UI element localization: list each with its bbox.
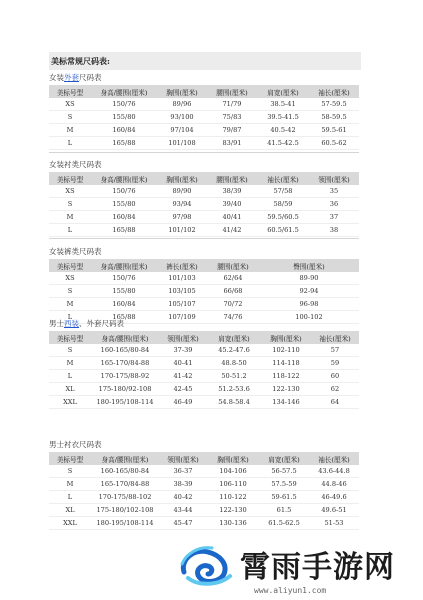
table-cell: 74/76 [207,311,259,324]
table-cell: S [49,465,91,478]
table-cell: 38/39 [207,185,257,198]
table-cell: 122-130 [261,383,311,396]
table-cell: 59.5/60.5 [257,211,309,224]
table-cell: 36-37 [159,465,207,478]
table-row [49,111,359,124]
column-header: 腰围(厘米) [207,172,257,185]
table-cell: 54.8-58.4 [207,396,261,409]
divider [49,238,359,239]
table-cell: 59.5-61 [309,124,359,137]
table-cell: 160-165/80-84 [91,465,159,478]
table-header-row [49,259,359,272]
table-cell: 79/87 [207,124,257,137]
table-cell: 57-59.5 [309,98,359,111]
table-cell: 49.6-51 [309,504,359,517]
table-cell: 38.5-41 [257,98,309,111]
table-row [49,285,359,298]
column-header: 身高/腰围(厘米) [91,259,157,272]
table-cell: 100-102 [259,311,359,324]
table-cell: 89-90 [259,272,359,285]
table-cell: 103/105 [157,285,207,298]
table-cell: 165/88 [91,224,157,237]
table-cell: 35 [309,185,359,198]
table-cell: 62 [311,383,359,396]
table-cell: 160-165/80-84 [91,344,159,357]
column-header: 袖长(厘米) [309,85,359,98]
table-cell: 51.2-53.6 [207,383,261,396]
column-header: 身高/腰围(厘米) [91,452,159,465]
table-cell: 60.5/61.5 [257,224,309,237]
table-cell: 97/104 [157,124,207,137]
table-cell: 114-118 [261,357,311,370]
table-cell: 134-146 [261,396,311,409]
table-cell: 59-61.5 [259,491,309,504]
table-cell: 50-51.2 [207,370,261,383]
table-cell: 56-57.5 [259,465,309,478]
table-cell: 46-49 [159,396,207,409]
table-cell: 150/76 [91,272,157,285]
column-header: 美标号型 [49,331,91,344]
table-row [49,124,359,137]
section-title-text: 女装衬类尺码表 [49,160,102,169]
table-cell: 59 [311,357,359,370]
column-header: 身高/腰围(厘米) [91,172,157,185]
table-cell: M [49,124,91,137]
column-header: 袖长(厘米) [309,452,359,465]
table-row [49,491,359,504]
table-cell: 43-44 [159,504,207,517]
table-cell: 170-175/88-92 [91,370,159,383]
watermark-url: www.aliyun1.com [254,586,327,595]
table-cell: 70/72 [207,298,259,311]
section-title-women-outerwear [49,72,102,83]
table-cell: 97/98 [157,211,207,224]
table-cell: 45-47 [159,517,207,530]
table-row [49,298,359,311]
table-header-row [49,85,359,98]
table-row [49,272,359,285]
table-cell: 41-42 [159,370,207,383]
column-header: 肩宽(厘米) [207,331,261,344]
column-header: 肩宽(厘米) [259,452,309,465]
table-cell: L [49,224,91,237]
table-row [49,224,359,237]
table-cell: M [49,211,91,224]
column-header: 肩宽(厘米) [257,85,309,98]
column-header: 美标号型 [49,85,91,98]
table-cell: 71/79 [207,98,257,111]
table-cell: 43.6-44.8 [309,465,359,478]
table-cell: 75/83 [207,111,257,124]
column-header: 胸围(厘米) [261,331,311,344]
column-header: 领围(厘米) [159,452,207,465]
column-header: 腰围(厘米) [207,259,259,272]
table-row [49,211,359,224]
table-header-row [49,172,359,185]
column-header: 臀围(厘米) [259,259,359,272]
table-women-outerwear [49,85,359,150]
column-header: 袖长(厘米) [257,172,309,185]
column-header: 胸围(厘米) [157,172,207,185]
table-row [49,185,359,198]
section-title-link-outerwear[interactable]: 外套 [64,73,79,82]
table-row [49,465,359,478]
table-cell: 96-98 [259,298,359,311]
table-cell: 37-39 [159,344,207,357]
table-cell: 170-175/88-102 [91,491,159,504]
watermark-text: 霄雨手游网 [240,550,395,585]
table-row [49,383,359,396]
table-cell: 40-42 [159,491,207,504]
table-cell: XXL [49,517,91,530]
table-cell: 110-122 [207,491,259,504]
table-cell: 104-106 [207,465,259,478]
table-cell: 57/58 [257,185,309,198]
table-cell: 60.5-62 [309,137,359,150]
main-title: 美标常规尺码表: [49,52,361,70]
table-cell: 175-180/92-108 [91,383,159,396]
table-cell: 155/80 [91,198,157,211]
table-cell: S [49,111,91,124]
section-title-text: 男士 [49,319,64,328]
table-cell: 44.8-46 [309,478,359,491]
table-cell: 40-41 [159,357,207,370]
table-cell: S [49,344,91,357]
column-header: 裤长(厘米) [157,259,207,272]
table-cell: 92-94 [259,285,359,298]
table-cell: 175-180/102-108 [91,504,159,517]
section-title-women-pants [49,246,102,257]
column-header: 身高/腰围(厘米) [91,331,159,344]
table-cell: XXL [49,396,91,409]
table-cell: 150/76 [91,98,157,111]
table-cell: 58/59 [257,198,309,211]
section-title-men-shirts [49,439,102,450]
column-header: 身高/腰围(厘米) [91,85,157,98]
column-header: 胸围(厘米) [207,452,259,465]
table-row [49,504,359,517]
table-cell: 155/80 [91,285,157,298]
table-cell: 38-39 [159,478,207,491]
table-row [49,344,359,357]
table-cell: XS [49,98,91,111]
table-cell: 130-136 [207,517,259,530]
table-cell: 58-59.5 [309,111,359,124]
table-cell: XL [49,504,91,517]
section-title-text: 尺码表 [79,73,102,82]
table-cell: 165/88 [91,137,157,150]
table-cell: 61.5-62.5 [259,517,309,530]
table-cell: L [49,370,91,383]
table-cell: 160/84 [91,124,157,137]
table-cell: 39/40 [207,198,257,211]
table-cell: 41.5-42.5 [257,137,309,150]
table-cell: 46-49.6 [309,491,359,504]
table-row [49,478,359,491]
table-cell: 48.8-50 [207,357,261,370]
table-cell: M [49,357,91,370]
table-cell: 42-45 [159,383,207,396]
watermark [178,538,423,600]
section-title-text: 女装 [49,73,64,82]
section-title-link-suits[interactable]: 西装 [64,319,79,328]
table-cell: S [49,285,91,298]
column-header: 腰围(厘米) [207,85,257,98]
table-cell: 93/94 [157,198,207,211]
table-cell: 40.5-42 [257,124,309,137]
table-cell: 62/64 [207,272,259,285]
table-row [49,98,359,111]
section-title-women-shirts [49,159,102,170]
table-cell: L [49,137,91,150]
table-cell: 106-110 [207,478,259,491]
table-cell: 122-130 [207,504,259,517]
table-women-shirts [49,172,359,237]
table-cell: 38 [309,224,359,237]
table-cell: 160/84 [91,298,157,311]
table-header-row [49,331,359,344]
cloud-swirl-icon [178,542,236,588]
table-cell: XS [49,185,91,198]
table-cell: 101/103 [157,272,207,285]
table-cell: 51-53 [309,517,359,530]
table-cell: 39.5-41.5 [257,111,309,124]
table-cell: L [49,491,91,504]
table-men-suits [49,331,359,409]
table-row [49,370,359,383]
table-cell: 155/80 [91,111,157,124]
column-header: 袖长(厘米) [311,331,359,344]
table-cell: 180-195/108-114 [91,517,159,530]
table-cell: M [49,478,91,491]
table-cell: 101/102 [157,224,207,237]
column-header: 领围(厘米) [309,172,359,185]
table-cell: 89/96 [157,98,207,111]
table-cell: 165-170/84-88 [91,478,159,491]
table-cell: 40/41 [207,211,257,224]
table-cell: 101/108 [157,137,207,150]
table-cell: M [49,298,91,311]
column-header: 美标号型 [49,259,91,272]
table-row [49,517,359,530]
table-cell: 165-170/84-88 [91,357,159,370]
table-cell: 107/109 [157,311,207,324]
table-cell: XS [49,272,91,285]
table-cell: 37 [309,211,359,224]
table-cell: 165/88 [91,311,157,324]
table-cell: L [49,311,91,324]
section-title-text: 女装裤类尺码表 [49,247,102,256]
table-row [49,137,359,150]
table-cell: 60 [311,370,359,383]
table-cell: 66/68 [207,285,259,298]
section-title-text: 男士衬衣尺码表 [49,440,102,449]
column-header: 美标号型 [49,452,91,465]
section-title-men-suits [49,318,124,329]
table-row [49,396,359,409]
table-cell: 41/42 [207,224,257,237]
table-cell: 57 [311,344,359,357]
table-cell: 118-122 [261,370,311,383]
section-title-text: 、外套尺码表 [79,319,124,328]
table-cell: 61.5 [259,504,309,517]
table-row [49,198,359,211]
table-cell: 64 [311,396,359,409]
table-cell: 36 [309,198,359,211]
table-cell: 45.2-47.6 [207,344,261,357]
table-women-pants [49,259,359,324]
column-header: 领围(厘米) [159,331,207,344]
table-cell: 150/76 [91,185,157,198]
table-cell: 105/107 [157,298,207,311]
table-men-shirts [49,452,359,530]
table-header-row [49,452,359,465]
table-cell: 89/90 [157,185,207,198]
table-cell: 160/84 [91,211,157,224]
column-header: 胸围(厘米) [157,85,207,98]
table-row [49,357,359,370]
table-cell: 180-195/108-114 [91,396,159,409]
table-cell: 102-110 [261,344,311,357]
table-cell: 93/100 [157,111,207,124]
column-header: 美标号型 [49,172,91,185]
table-cell: XL [49,383,91,396]
table-cell: S [49,198,91,211]
table-cell: 57.5-59 [259,478,309,491]
table-cell: 83/91 [207,137,257,150]
divider [49,152,359,153]
